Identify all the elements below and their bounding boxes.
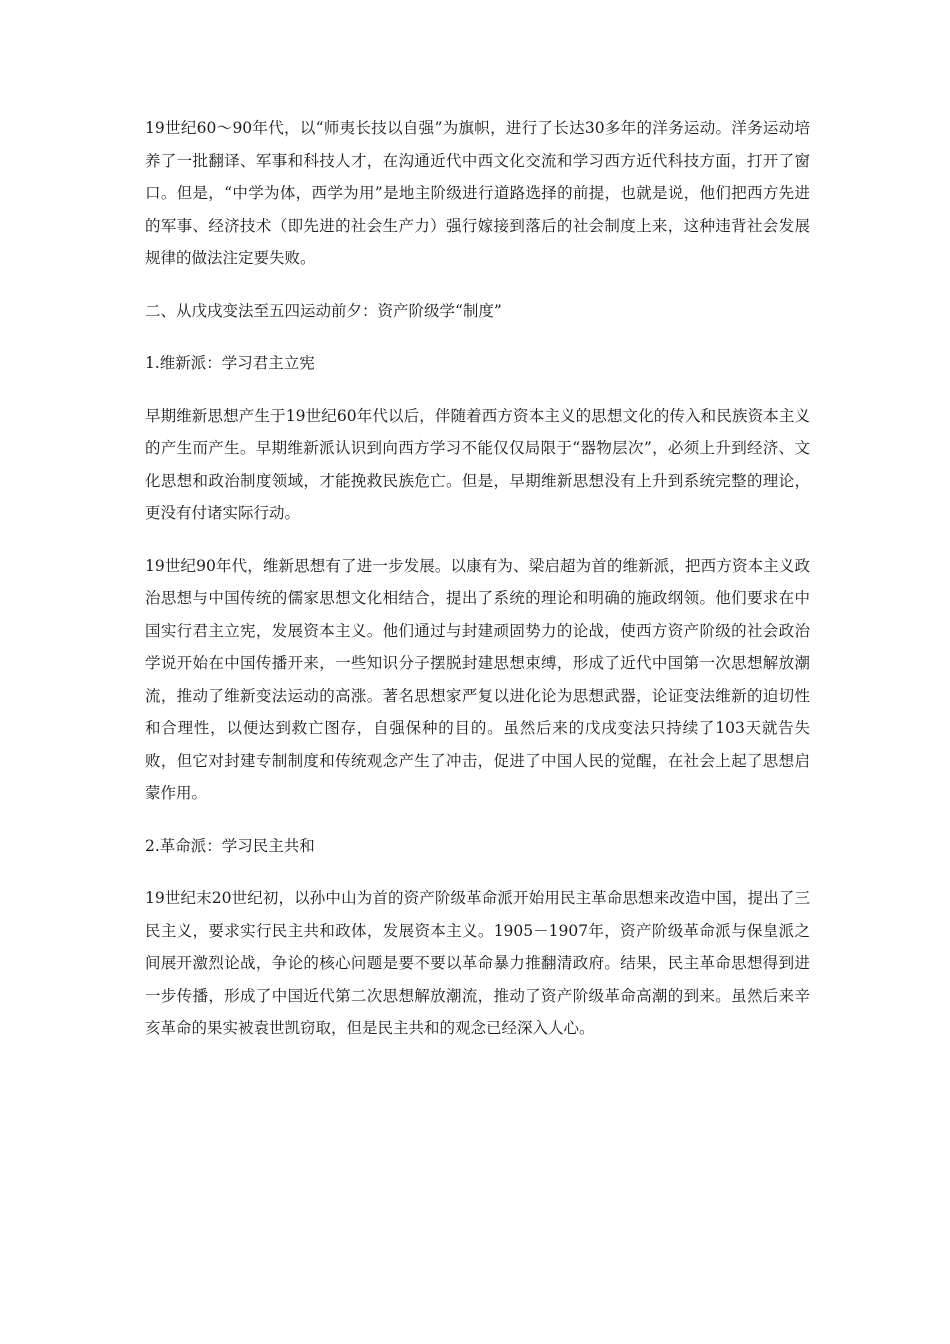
paragraph-yangwu: 19世纪60～90年代，以“师夷长技以自强”为旗帜，进行了长达30多年的洋务运动。洋务运动培养了一批翻译、军事和科技人才，在沟通近代中西文化交流和学习西方近代科技方面，打开了窗口。但是，“中学为体，西学为用”是地主阶级进行道路选择的前提，也就是说，他们把西方先进的军事、经济技术（即先进的社会生产力）强行嫁接到落后的社会制度上来，这种违背社会发展规律的做法注定要失败。 (145, 119, 810, 267)
paragraph-revolution: 19世纪末20世纪初，以孙中山为首的资产阶级革命派开始用民主革命思想来改造中国，提出了三民主义，要求实行民主共和政体，发展资本主义。1905－1907年，资产阶级革命派与保皇派之间展开激烈论战，争论的核心问题是要不要以革命暴力推翻清政府。结果，民主革命思想得到进一步传播，形成了中国近代第二次思想解放潮流，推动了资产阶级革命高潮的到来。虽然后来辛亥革命的果实被袁世凯窃取，但是民主共和的观念已经深入人心。 (145, 889, 810, 1037)
subheading-weixin: 1.维新派：学习君主立宪 (145, 354, 315, 372)
subheading-geming: 2.革命派：学习民主共和 (145, 836, 315, 855)
section-heading-2: 二、从戊戌变法至五四运动前夕：资产阶级学“制度” (145, 301, 502, 320)
paragraph-weixin-90s: 19世纪90年代，维新思想有了进一步发展。以康有为、梁启超为首的维新派，把西方资本主义政治思想与中国传统的儒家思想文化相结合，提出了系统的理论和明确的施政纲领。他们要求在中国实行君主立宪，发展资本主义。他们通过与封建顽固势力的论战，使西方资产阶级的社会政治学说开始在中国传播开来，一些知识分子摆脱封建思想束缚，形成了近代中国第一次思想解放潮流，推动了维新变法运动的高涨。著名思想家严复以进化论为思想武器，论证变法维新的迫切性和合理性，以便达到救亡图存，自强保种的目的。虽然后来的戊戌变法只持续了103天就告失败，但它对封建专制制度和传统观念产生了冲击，促进了中国人民的觉醒，在社会上起了思想启蒙作用。 (145, 556, 810, 802)
document-page (145, 112, 810, 1045)
paragraph-early-reform: 早期维新思想产生于19世纪60年代以后，伴随着西方资本主义的思想文化的传入和民族资本主义的产生而产生。早期维新派认识到向西方学习不能仅仅局限于“器物层次”，必须上升到经济、文化思想和政治制度领域，才能挽救民族危亡。但是，早期维新思想没有上升到系统完整的理论，更没有付诸实际行动。 (145, 406, 810, 522)
